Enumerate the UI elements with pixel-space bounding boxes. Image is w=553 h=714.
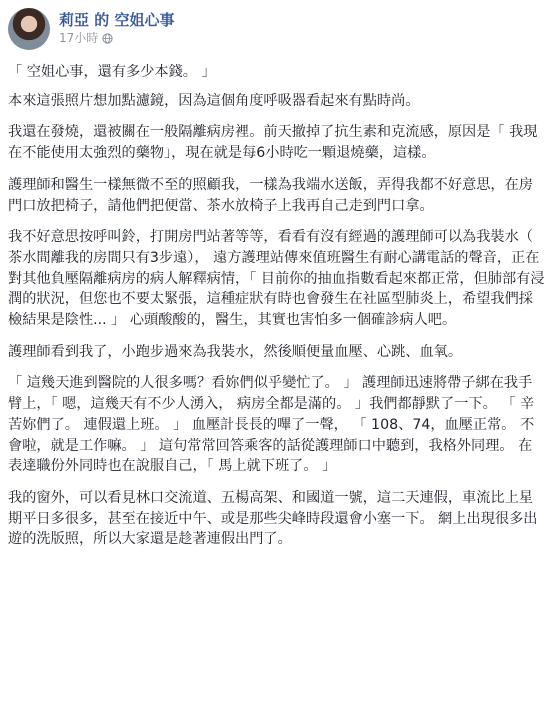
post-paragraph: 「 空姐心事，還有多少本錢。 」 (8, 64, 216, 80)
post-meta (59, 11, 174, 47)
post-paragraph: 「 這幾天進到醫院的人很多嗎？看妳們似乎變忙了。 」 護理師迅速將帶子綁在我手臂上，「 嗯，這幾天有不少人湧入， 病房全都是滿的。 」我們都靜默了一下。 「 辛苦妳們了。 連假還上班。 」 血壓計長長的嗶了一聲， 「 108、74，血壓正常。 不會啦，就是工作嘛。 」 這句常常回答乘客的話從護理師口中聽到，我格外同理。 在表達職份外同時也在說服自己，「 馬上就下班了。 」 (8, 375, 535, 475)
avatar[interactable] (8, 8, 50, 50)
post-timestamp[interactable]: 17小時 (59, 31, 99, 45)
post-body (8, 62, 545, 550)
post-subline (59, 29, 174, 47)
post-paragraph: 本來這張照片想加點濾鏡，因為這個角度呼吸器看起來有點時尚。 (8, 92, 420, 109)
post-paragraph: 護理師看到我了，小跑步過來為我裝水，然後順便量血壓、心跳、血氧。 (8, 343, 463, 360)
post-paragraph: 我還在發燒，還被關在一般隔離病房裡。前天撤掉了抗生素和克流感，原因是「 我現在不能使用太強烈的藥物」，現在就是每6小時吃一顆退燒藥，這樣。 (8, 124, 538, 162)
post-paragraph: 我不好意思按呼叫鈴，打開房門站著等等，看看有沒有經過的護理師可以為我裝水（ 茶水間離我的房間只有3步遠）， 遠方護理站傳來值班醫生有耐心講電話的聲音，正在對其他負壓隔離病房的病人解釋病情，「 目前你的抽血指數看起來都正常，但肺部有浸潤的狀況，但您也不要太緊張，這種症狀有時也會發生在社區型肺炎上，希望我們採檢結果是陰性... 」 心頭酸酸的，醫生，其實也害怕多一個確診病人吧。 (8, 229, 545, 329)
post-paragraph: 護理師和醫生一樣無微不至的照顧我，一樣為我端水送飯，弄得我都不好意思，在房門口放把椅子，請他們把便當、茶水放椅子上我再自己走到門口拿。 (8, 176, 533, 214)
author-name[interactable]: 莉亞 的 空姐心事 (59, 11, 175, 29)
post-paragraph: 我的窗外，可以看見林口交流道、五楊高架、和國道一號，這二天連假，車流比上星期平日多很多，甚至在接近中午、或是那些尖峰時段還會小塞一下。 網上出現很多出遊的洗版照，所以大家還是趁著連假出門了。 (8, 489, 538, 548)
globe-icon (102, 33, 113, 44)
post-header (8, 8, 545, 50)
